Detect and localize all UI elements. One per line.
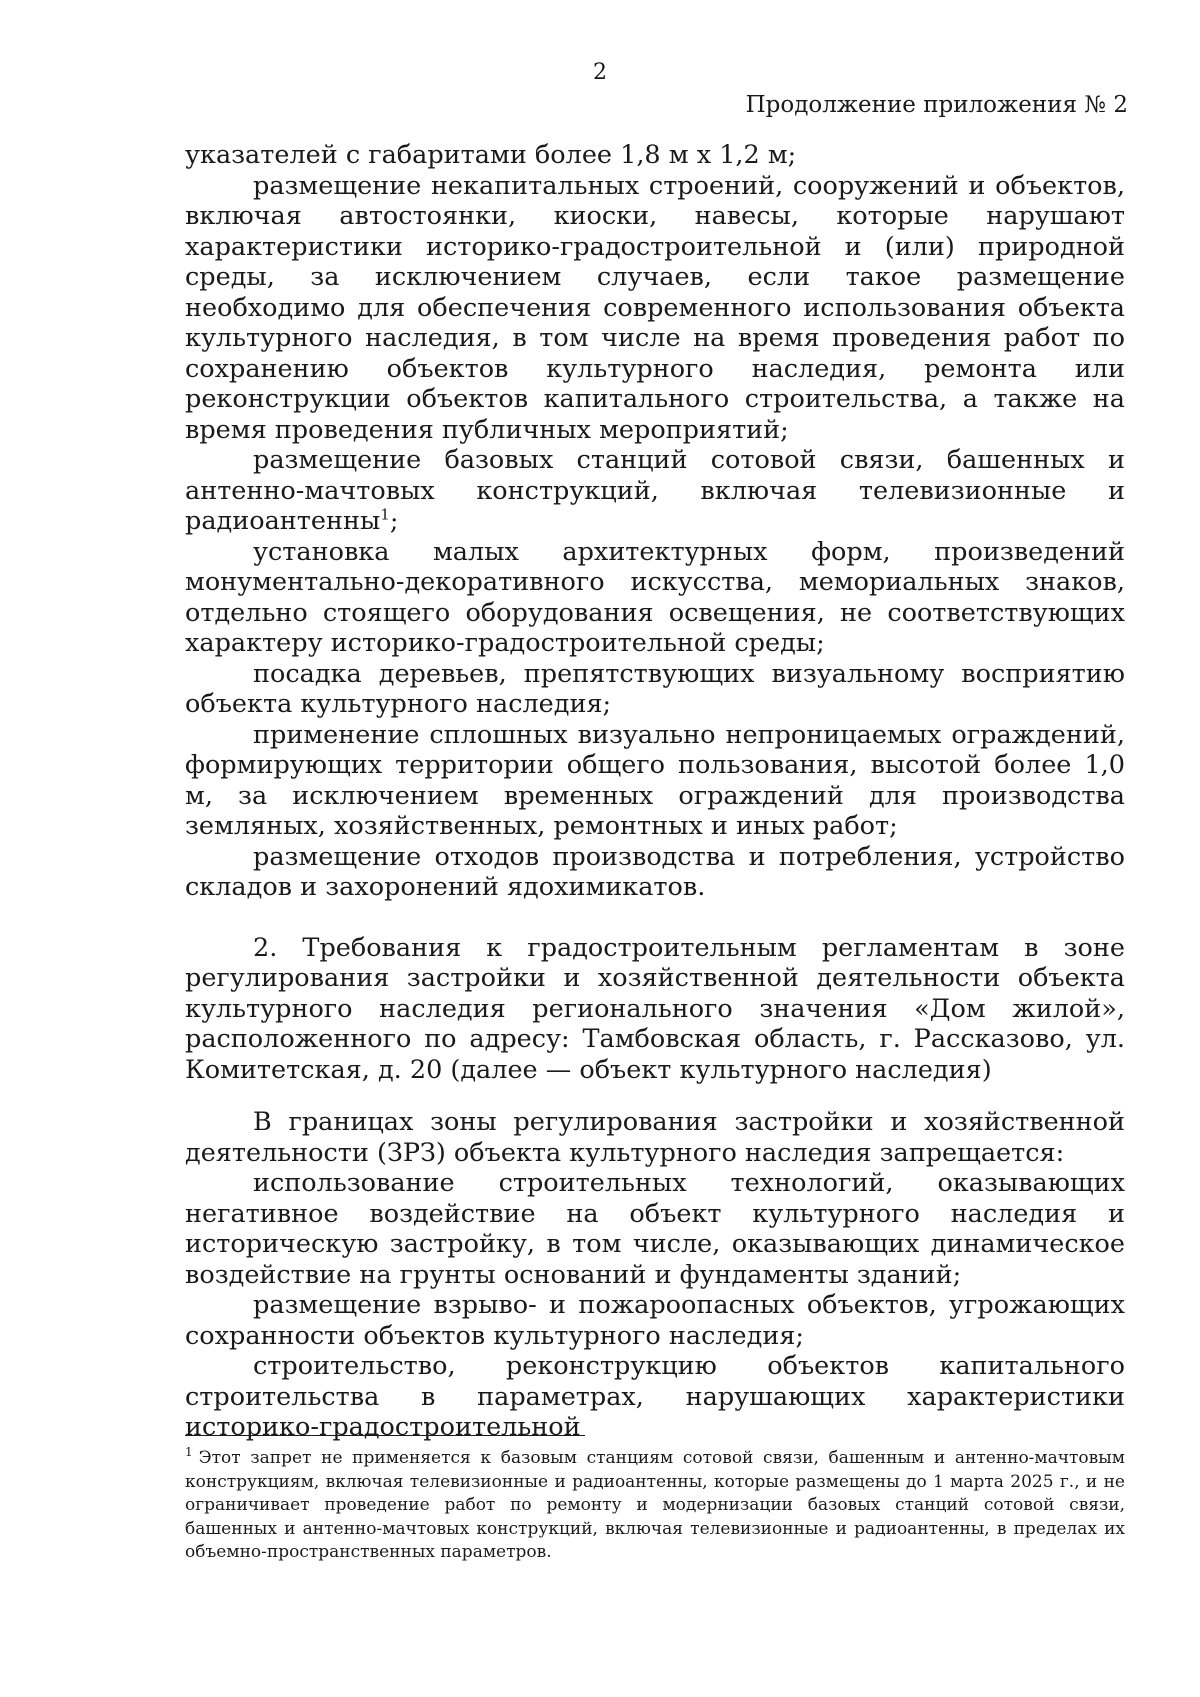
paragraph: размещение некапитальных строений, сооружений и объектов, включая автостоянки, киоски, навесы, которые нарушают характеристики историко-градостроительной и (или) природной среды, за исключением случаев, если такое размещение необходимо для обеспечения современного использования объекта культурного наследия, в том числе на время проведения работ по сохранению объектов культурного наследия, ремонта или реконструкции объектов капитального строительства, а также на время проведения публичных мероприятий; (185, 170, 1125, 445)
appendix-continuation-note: Продолжение приложения № 2 (745, 92, 1128, 118)
paragraph: посадка деревьев, препятствующих визуальному восприятию объекта культурного наследия; (185, 658, 1125, 719)
document-body (185, 140, 1125, 1443)
footnote (185, 1447, 1125, 1565)
paragraph-tail: ; (389, 506, 399, 536)
paragraph: размещение взрыво- и пожароопасных объектов, угрожающих сохранности объектов культурного наследия; (185, 1290, 1125, 1351)
paragraph: В границах зоны регулирования застройки и хозяйственной деятельности (ЗРЗ) объекта культурного наследия запрещается: (185, 1107, 1125, 1168)
paragraph: строительство, реконструкцию объектов капитального строительства в параметрах, нарушающих характеристики историко-градостроительной (185, 1351, 1125, 1442)
paragraph: размещение отходов производства и потребления, устройство складов и захоронений ядохимикатов. (185, 841, 1125, 902)
paragraph-with-footnote (185, 445, 1125, 537)
page-number: 2 (593, 60, 607, 85)
footnote-text: Этот запрет не применяется к базовым станциям сотовой связи, башенным и антенно-мачтовым конструкциям, включая телевизионные и радиоантенны, которые размещены до 1 марта 2025 г., и не ограничивает проведение работ по ремонту и модернизации базовых станций сотовой связи, башенных и антенно-мачтовых конструкций, включая телевизионные и радиоантенны, в пределах их объемно-пространственных параметров. (185, 1448, 1125, 1562)
paragraph-text: размещение базовых станций сотовой связи, башенных и антенно-мачтовых конструкций, включая телевизионные и радиоантенны (185, 445, 1125, 536)
footnote-reference: 1 (380, 505, 390, 524)
paragraph: установка малых архитектурных форм, произведений монументально-декоративного искусства, мемориальных знаков, отдельно стоящего оборудования освещения, не соответствующих характеру историко-градостроительной среды; (185, 536, 1125, 658)
paragraph: использование строительных технологий, оказывающих негативное воздействие на объект культурного наследия и историческую застройку, в том числе, оказывающих динамическое воздействие на грунты оснований и фундаменты зданий; (185, 1168, 1125, 1290)
paragraph: применение сплошных визуально непроницаемых ограждений, формирующих территории общего пользования, высотой более 1,0 м, за исключением временных ограждений для производства земляных, хозяйственных, ремонтных и иных работ; (185, 719, 1125, 841)
section-heading: 2. Требования к градостроительным регламентам в зоне регулирования застройки и хозяйственной деятельности объекта культурного наследия регионального значения «Дом жилой», расположенного по адресу: Тамбовская область, г. Рассказово, ул. Комитетская, д. 20 (далее — объект культурного наследия) (185, 932, 1125, 1085)
paragraph: указателей с габаритами более 1,8 м х 1,2 м; (185, 140, 797, 170)
footnote-mark: 1 (185, 1445, 193, 1460)
footnote-divider (185, 1435, 585, 1436)
